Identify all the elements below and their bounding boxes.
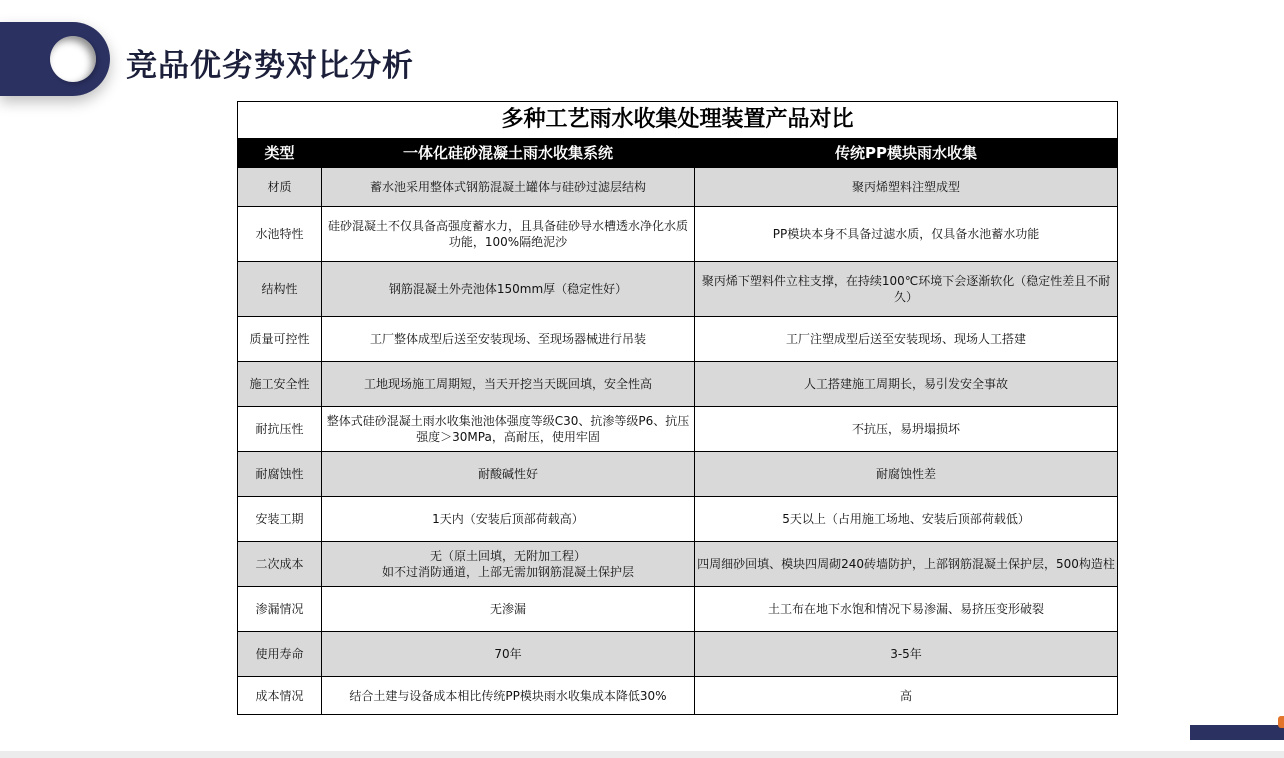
silica-cell: 工厂整体成型后送至安装现场、至现场器械进行吊装 xyxy=(322,317,695,362)
pp-cell: 不抗压，易坍塌损坏 xyxy=(695,407,1118,452)
table-row xyxy=(238,497,1118,542)
footer-floor-strip xyxy=(0,751,1284,758)
table-header-row xyxy=(238,139,1118,168)
footer-decoration-bar xyxy=(1190,725,1284,740)
silica-cell-line-1: 无（原土回填，无附加工程） xyxy=(429,549,586,563)
row-label: 质量可控性 xyxy=(238,317,322,362)
row-label: 耐抗压性 xyxy=(238,407,322,452)
pp-cell: 人工搭建施工周期长，易引发安全事故 xyxy=(695,362,1118,407)
silica-cell: 70年 xyxy=(322,632,695,677)
table-row xyxy=(238,207,1118,262)
pp-cell: 高 xyxy=(695,677,1118,715)
pp-cell: 耐腐蚀性差 xyxy=(695,452,1118,497)
pp-cell: PP模块本身不具备过滤水质，仅具备水池蓄水功能 xyxy=(695,207,1118,262)
row-label: 材质 xyxy=(238,168,322,207)
page-title: 竞品优劣势对比分析 xyxy=(126,48,414,84)
row-label: 水池特性 xyxy=(238,207,322,262)
pp-cell: 聚丙烯下塑料件立柱支撑，在持续100℃环境下会逐渐软化（稳定性差且不耐久） xyxy=(695,262,1118,317)
silica-cell: 整体式硅砂混凝土雨水收集池池体强度等级C30、抗渗等级P6、抗压强度＞30MPa，高耐压，使用牢固 xyxy=(322,407,695,452)
comparison-table-container xyxy=(237,101,1117,715)
table-caption: 多种工艺雨水收集处理装置产品对比 xyxy=(238,102,1118,139)
row-label: 安装工期 xyxy=(238,497,322,542)
footer-accent-mark xyxy=(1278,716,1284,728)
silica-cell-line-2: 如不过消防通道，上部无需加钢筋混凝土保护层 xyxy=(381,565,634,579)
table-row xyxy=(238,407,1118,452)
comparison-table xyxy=(237,101,1118,715)
table-row xyxy=(238,317,1118,362)
pp-cell: 土工布在地下水饱和情况下易渗漏、易挤压变形破裂 xyxy=(695,587,1118,632)
row-label: 耐腐蚀性 xyxy=(238,452,322,497)
silica-cell: 工地现场施工周期短，当天开挖当天既回填，安全性高 xyxy=(322,362,695,407)
table-row xyxy=(238,632,1118,677)
row-label: 成本情况 xyxy=(238,677,322,715)
header-type: 类型 xyxy=(238,139,322,168)
silica-cell: 钢筋混凝土外壳池体150mm厚（稳定性好） xyxy=(322,262,695,317)
pp-cell: 3-5年 xyxy=(695,632,1118,677)
pp-cell: 5天以上（占用施工场地、安装后顶部荷载低） xyxy=(695,497,1118,542)
row-label: 结构性 xyxy=(238,262,322,317)
header-pp-module-system: 传统PP模块雨水收集 xyxy=(695,139,1118,168)
table-caption-row xyxy=(238,102,1118,139)
table-row xyxy=(238,587,1118,632)
table-row xyxy=(238,542,1118,587)
silica-cell: 无渗漏 xyxy=(322,587,695,632)
silica-cell: 硅砂混凝土不仅具备高强度蓄水力，且具备硅砂导水槽透水净化水质功能，100%隔绝泥沙 xyxy=(322,207,695,262)
silica-cell xyxy=(322,542,695,587)
row-label: 渗漏情况 xyxy=(238,587,322,632)
row-label: 施工安全性 xyxy=(238,362,322,407)
row-label: 使用寿命 xyxy=(238,632,322,677)
silica-cell: 耐酸碱性好 xyxy=(322,452,695,497)
table-row xyxy=(238,677,1118,715)
table-row xyxy=(238,452,1118,497)
silica-cell: 结合土建与设备成本相比传统PP模块雨水收集成本降低30% xyxy=(322,677,695,715)
header-decoration-circle xyxy=(50,36,96,82)
silica-cell: 蓄水池采用整体式钢筋混凝土罐体与硅砂过滤层结构 xyxy=(322,168,695,207)
silica-cell: 1天内（安装后顶部荷载高） xyxy=(322,497,695,542)
table-row xyxy=(238,168,1118,207)
header-silica-sand-system: 一体化硅砂混凝土雨水收集系统 xyxy=(322,139,695,168)
pp-cell: 四周细砂回填、模块四周砌240砖墙防护，上部钢筋混凝土保护层，500构造柱 xyxy=(695,542,1118,587)
pp-cell: 聚丙烯塑料注塑成型 xyxy=(695,168,1118,207)
table-row xyxy=(238,262,1118,317)
table-row xyxy=(238,362,1118,407)
row-label: 二次成本 xyxy=(238,542,322,587)
pp-cell: 工厂注塑成型后送至安装现场、现场人工搭建 xyxy=(695,317,1118,362)
